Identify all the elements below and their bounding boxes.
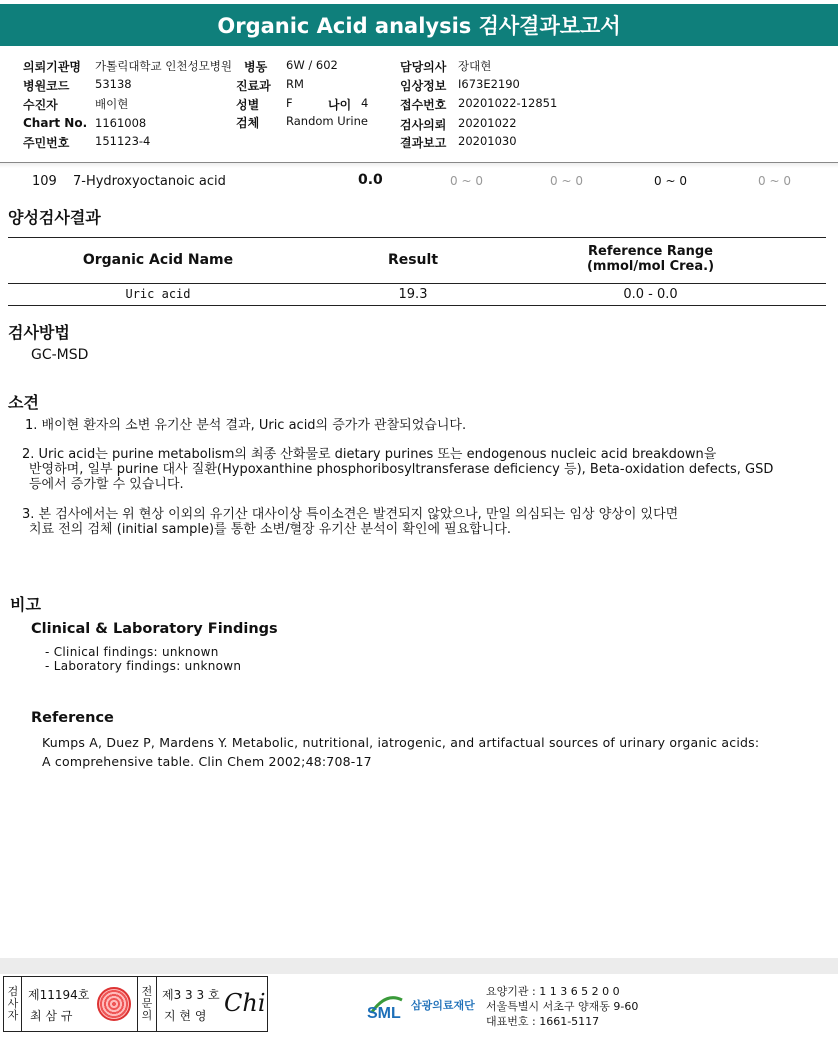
org-code: 요양기관 : 1 1 3 6 5 2 0 0 [486,985,620,998]
result-ref-range: 0.0 - 0.0 [623,287,678,302]
col-result-header: Result [387,252,439,268]
report-title: Organic Acid analysis 검사결과보고서 [0,4,838,46]
org-name: 삼광의료재단 [411,999,475,1012]
row-range-2: 0 ~ 0 [550,174,583,188]
chart-label: Chart No. [23,116,88,130]
signature-icon: Chi [224,989,266,1017]
examiner-license-no: 제11194호 [28,988,90,1002]
resident-label: 주민번호 [23,136,70,150]
method-value: GC-MSD [31,347,89,363]
findings-heading: 소견 [8,393,39,412]
examiner-label: 검 사 자 [7,985,19,1022]
info-divider [0,162,838,168]
positive-heading: 양성검사결과 [8,208,101,227]
table-row [0,172,838,192]
specialist-name: 지 현 영 [164,1009,207,1023]
hospital-code-label: 병원코드 [23,79,70,93]
dept-label: 진료과 [236,79,271,93]
dept-value: RM [286,77,304,91]
clinical-findings-list [45,645,241,673]
col-ref-header-line1: Reference Range [588,244,713,259]
specimen-label: 검체 [236,116,260,130]
ward-value: 6W / 602 [286,58,338,72]
remarks-heading: 비고 [10,595,41,614]
receipt-value: 20201022-12851 [458,96,558,110]
finding-3-line1: 3. 본 검사에서는 위 현상 이외의 유기산 대사이상 특이소견은 발견되지 않았으나, 만일 의심되는 임상 양상이 있다면 [22,507,679,522]
result-value: 19.3 [398,287,428,302]
chart-value: 1161008 [95,116,147,130]
sml-logo-icon [366,988,406,1022]
org-info [486,984,638,1029]
finding-2 [22,447,773,492]
sex-label: 성별 [236,98,260,112]
finding-2-line2: 반영하며, 일부 purine 대사 질환(Hypoxanthine phosphoribosyltransferase deficiency 등), Beta-oxidation defects, GSD [29,462,774,477]
request-label: 검사의뢰 [400,118,447,132]
report-value: 20201030 [458,134,517,148]
reference-text [42,733,759,771]
sex-value: F [286,96,293,110]
clinical-findings-item: - Clinical findings: unknown [45,645,219,659]
institution-value: 가톨릭대학교 인천성모병원 [95,59,232,73]
specialist-license-no: 제3 3 3 호 [162,988,220,1002]
receipt-label: 접수번호 [400,98,447,112]
col-ref-header-line2: (mmol/mol Crea.) [586,259,715,274]
finding-1: 1. 배이현 환자의 소변 유기산 분석 결과, Uric acid의 증가가 관찰되었습니다. [25,418,467,433]
logo-text: SML [367,1005,401,1022]
reference-line2: A comprehensive table. Clin Chem 2002;48:708-17 [42,754,372,769]
reference-heading: Reference [31,710,114,726]
col-name-header: Organic Acid Name [82,252,234,268]
org-phone: 대표번호 : 1661-5117 [486,1015,600,1028]
finding-3 [22,507,678,537]
institution-label: 의뢰기관명 [23,60,81,74]
org-address: 서울특별시 서초구 양재동 9-60 [486,1000,639,1013]
finding-3-line2: 치료 전의 검체 (initial sample)를 통한 소변/혈장 유기산 분석이 확인에 필요합니다. [29,522,512,537]
doctor-label: 담당의사 [400,60,447,74]
doctor-value: 장대현 [458,59,492,73]
finding-2-line1: 2. Uric acid는 purine metabolism의 최종 산화물로 dietary purines 또는 endogenous nucleic acid breakdown을 [22,447,717,462]
ward-label: 병동 [244,60,268,74]
row-range-4: 0 ~ 0 [758,174,791,188]
row-number: 109 [32,174,57,189]
reference-line1: Kumps A, Duez P, Mardens Y. Metabolic, nutritional, iatrogenic, and artifactual sources of urinary organic acids: [42,735,760,750]
finding-2-line3: 등에서 증가할 수 있습니다. [29,477,184,492]
patient-info [0,52,838,164]
specialist-label: 전 문 의 [141,985,153,1022]
row-acid-name: 7-Hydroxyoctanoic acid [73,174,226,189]
request-value: 20201022 [458,116,517,130]
col-ref-header [568,244,733,274]
report-label: 결과보고 [400,136,447,150]
patient-value: 배이현 [95,97,129,111]
hospital-code-value: 53138 [95,77,132,91]
examiner-name: 최 삼 규 [30,1009,73,1023]
row-value: 0.0 [358,172,383,188]
clinical-info-value: I673E2190 [458,77,520,91]
method-heading: 검사방법 [8,323,70,342]
signature-box [3,976,268,1032]
age-label: 나이 [328,98,352,112]
row-range-3: 0 ~ 0 [654,174,687,188]
footer-band [0,958,838,974]
clinical-findings-heading: Clinical & Laboratory Findings [31,621,278,637]
result-acid-name: Uric acid [125,287,191,301]
resident-value: 151123-4 [95,134,151,148]
row-range-1: 0 ~ 0 [450,174,483,188]
laboratory-findings-item: - Laboratory findings: unknown [45,659,242,673]
specimen-value: Random Urine [286,114,368,128]
patient-label: 수진자 [23,98,58,112]
seal-stamp-icon [97,987,131,1021]
age-value: 4 [361,96,369,110]
clinical-info-label: 임상정보 [400,79,447,93]
